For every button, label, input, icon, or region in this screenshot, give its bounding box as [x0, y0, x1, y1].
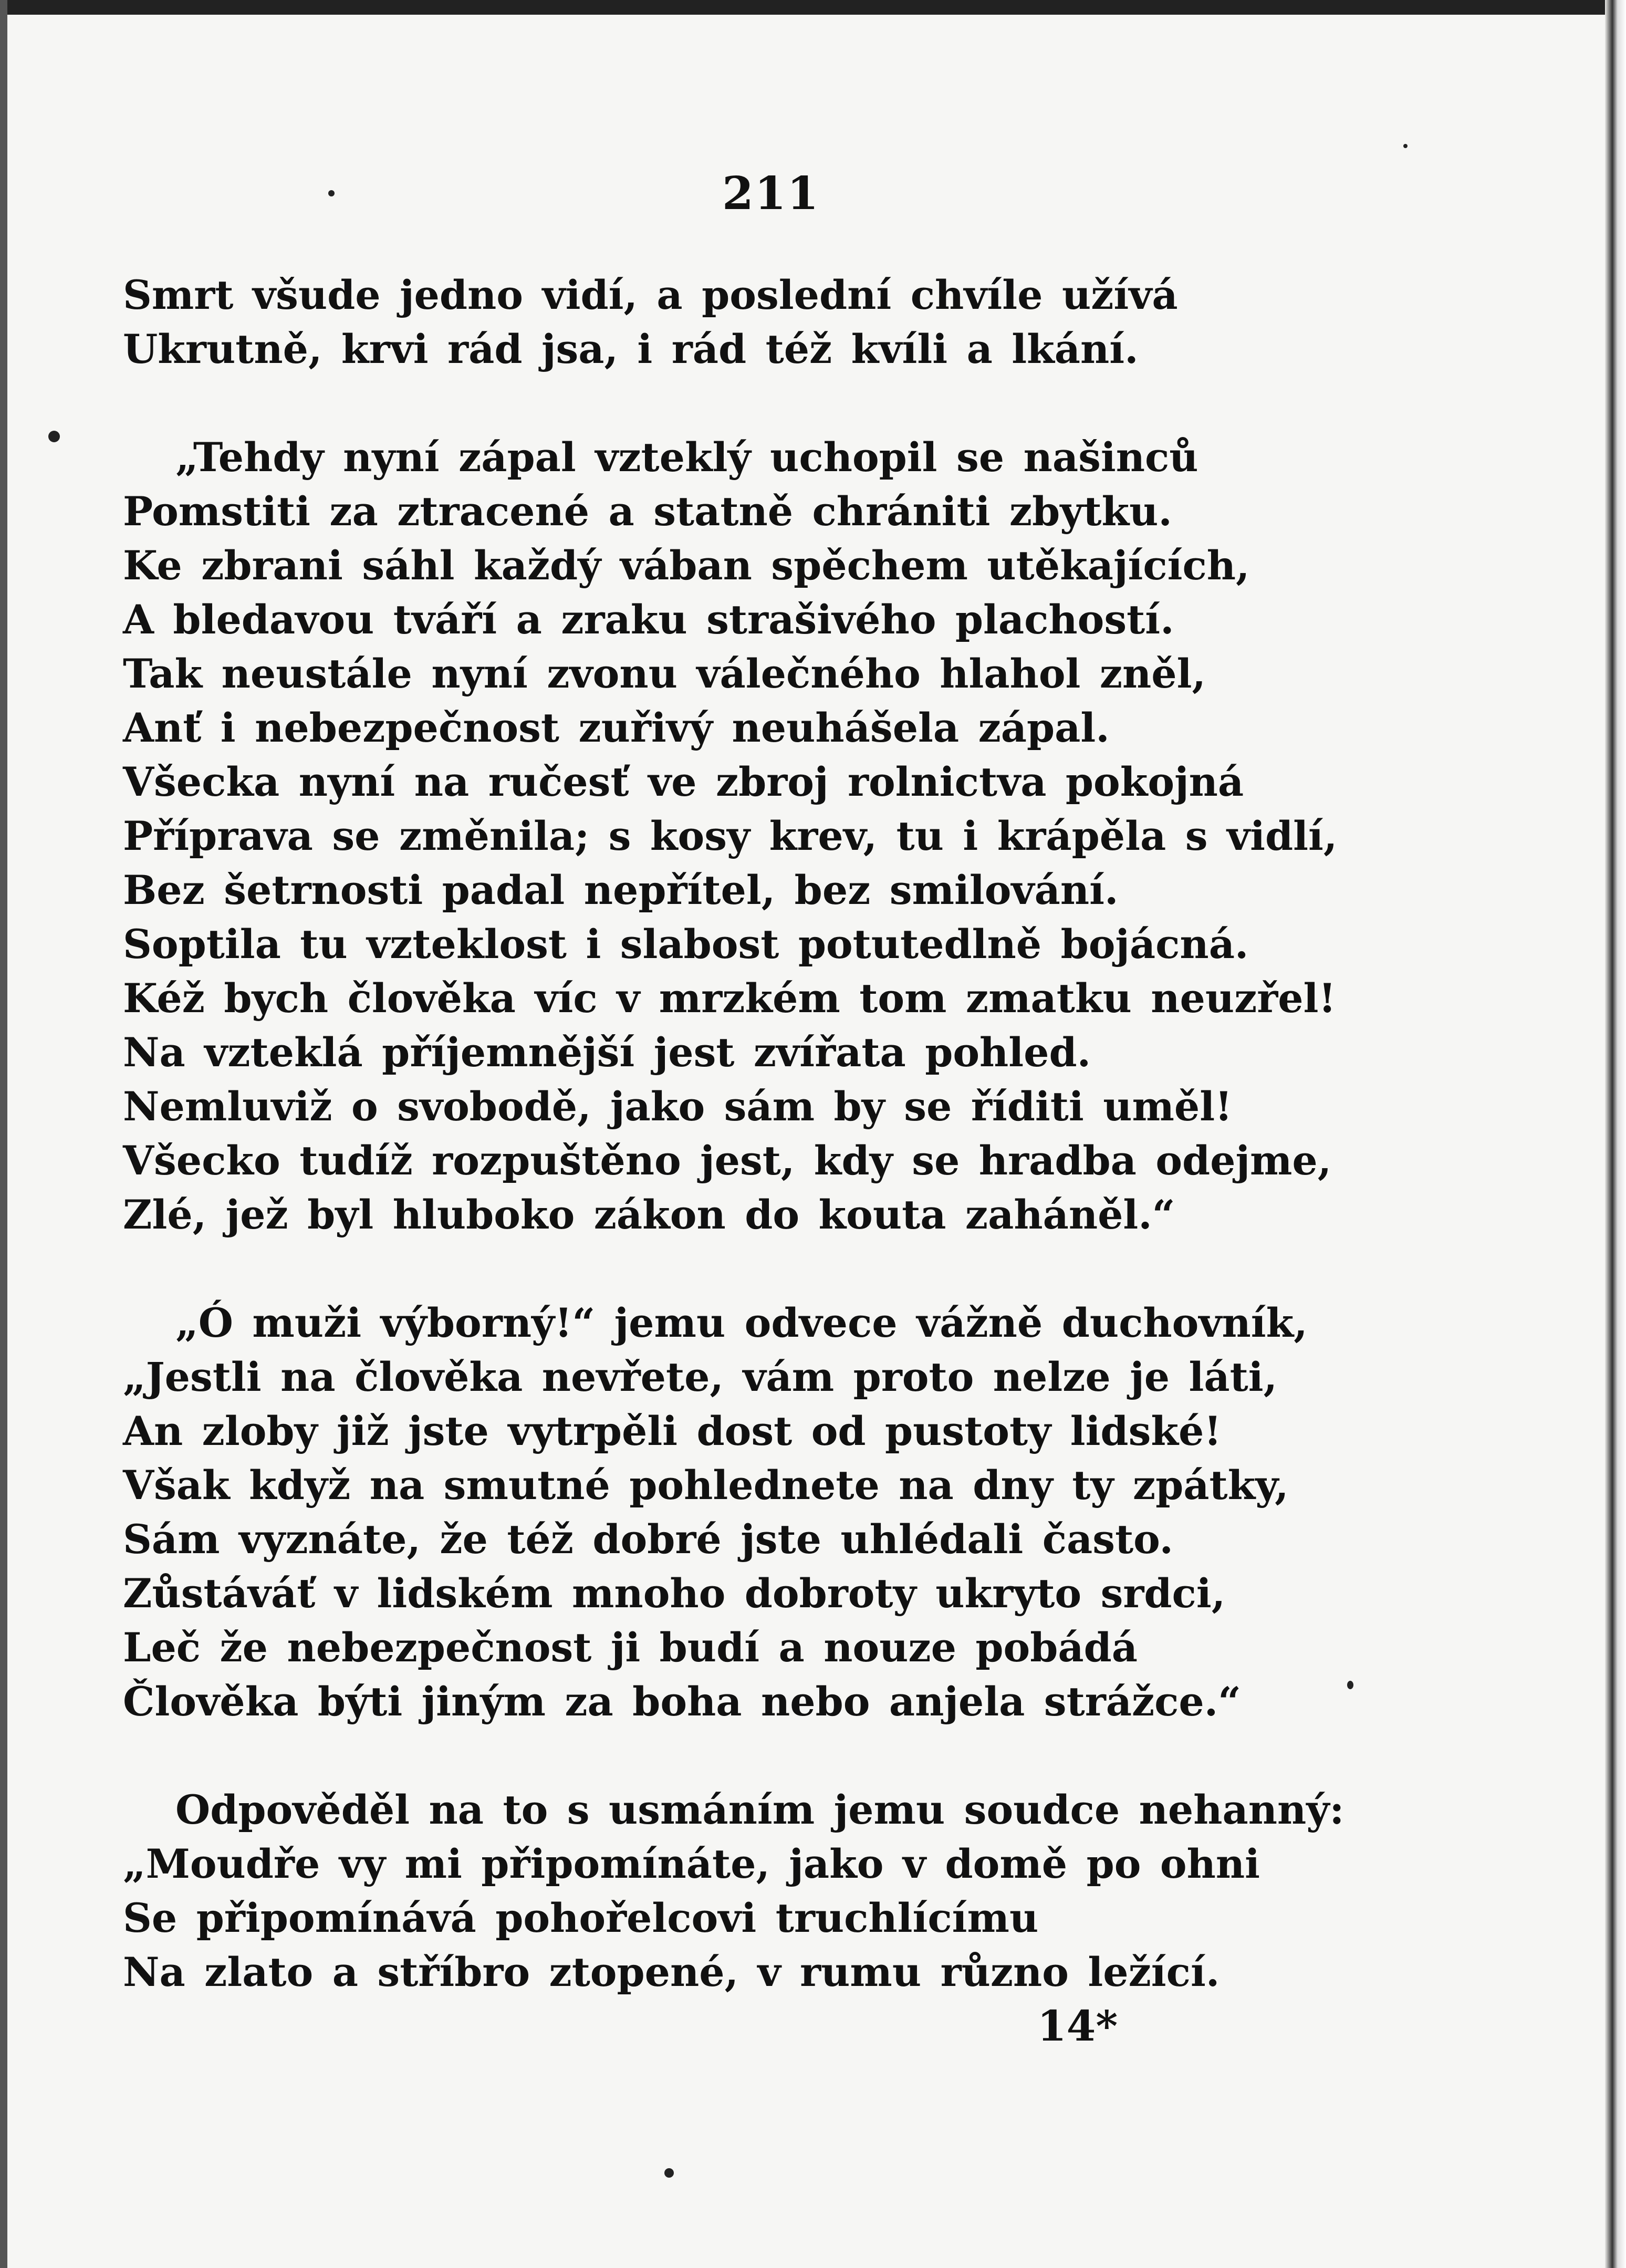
- poem-line: Všecka nyní na ručesť ve zbroj rolnictva pokojná: [123, 758, 1244, 805]
- poem-line: Člověka býti jiným za boha nebo anjela strážce.“: [123, 1678, 1241, 1725]
- poem-line: „Moudře vy mi připomínáte, jako v domě po ohni: [123, 1840, 1260, 1887]
- scan-top-edge: [0, 0, 1626, 15]
- poem-line: Se připomínává pohořelcovi truchlícímu: [123, 1895, 1039, 1941]
- stanza-gap: [123, 1242, 1488, 1296]
- poem-line: Všecko tudíž rozpuštěno jest, kdy se hradba odejme,: [123, 1137, 1332, 1184]
- poem-line: Pomstiti za ztracené a statně chrániti zbytku.: [123, 488, 1172, 535]
- poem-line: Tak neustále nyní zvonu válečného hlahol zněl,: [123, 650, 1206, 697]
- ink-speck: [48, 431, 60, 442]
- signature-mark: 14*: [1037, 2001, 1118, 2051]
- poem-line: Ke zbrani sáhl každý vában spěchem utěkajících,: [123, 542, 1250, 589]
- stanza-gap: [123, 1729, 1488, 1783]
- poem-line: Leč že nebezpečnost ji budí a nouze pobádá: [123, 1624, 1138, 1671]
- ink-speck: [328, 190, 335, 196]
- poem-line: Smrt všude jedno vidí, a poslední chvíle užívá: [123, 272, 1178, 318]
- poem-line: Příprava se změnila; s kosy krev, tu i krápěla s vidlí,: [123, 813, 1338, 859]
- poem-text: [123, 268, 1488, 1999]
- poem-line: Zlé, jež byl hluboko zákon do kouta zaháněl.“: [123, 1191, 1175, 1238]
- poem-line: Bez šetrnosti padal nepřítel, bez smilování.: [123, 867, 1119, 913]
- page-number: 211: [722, 167, 820, 220]
- poem-line: Anť i nebezpečnost zuřivý neuhášela zápal.: [123, 704, 1110, 751]
- poem-line: „Tehdy nyní zápal vzteklý uchopil se našinců: [175, 434, 1198, 481]
- poem-line: Však když na smutné pohlednete na dny ty zpátky,: [123, 1462, 1289, 1508]
- poem-line: Na vzteklá příjemnější jest zvířata pohled.: [123, 1029, 1091, 1076]
- poem-line: Na zlato a stříbro ztopené, v rumu různo ležící.: [123, 1949, 1220, 1995]
- scan-left-edge: [0, 0, 7, 2268]
- poem-line: Odpověděl na to s usmáním jemu soudce nehanný:: [175, 1786, 1344, 1833]
- ink-speck: [1403, 144, 1408, 148]
- ink-speck: [664, 2168, 674, 2178]
- poem-line: An zloby již jste vytrpěli dost od pustoty lidské!: [123, 1408, 1222, 1454]
- poem-line: Nemluviž o svobodě, jako sám by se říditi uměl!: [123, 1083, 1233, 1130]
- poem-line: „Jestli na člověka nevřete, vám proto nelze je láti,: [123, 1354, 1278, 1400]
- poem-line: Ukrutně, krvi rád jsa, i rád též kvíli a lkání.: [123, 326, 1139, 372]
- scan-right-edge: [1605, 0, 1626, 2268]
- poem-line: A bledavou tváří a zraku strašivého plachostí.: [123, 596, 1174, 643]
- poem-line: Soptila tu vzteklost i slabost potutedlně bojácná.: [123, 921, 1249, 967]
- poem-line: Sám vyznáte, že též dobré jste uhlédali často.: [123, 1516, 1173, 1563]
- poem-line: Kéž bych člověka víc v mrzkém tom zmatku neuzřel!: [123, 975, 1336, 1022]
- poem-line: Zůstáváť v lidském mnoho dobroty ukryto srdci,: [123, 1570, 1226, 1617]
- poem-line: „Ó muži výborný!“ jemu odvece vážně duchovník,: [175, 1299, 1308, 1346]
- stanza-gap: [123, 376, 1488, 430]
